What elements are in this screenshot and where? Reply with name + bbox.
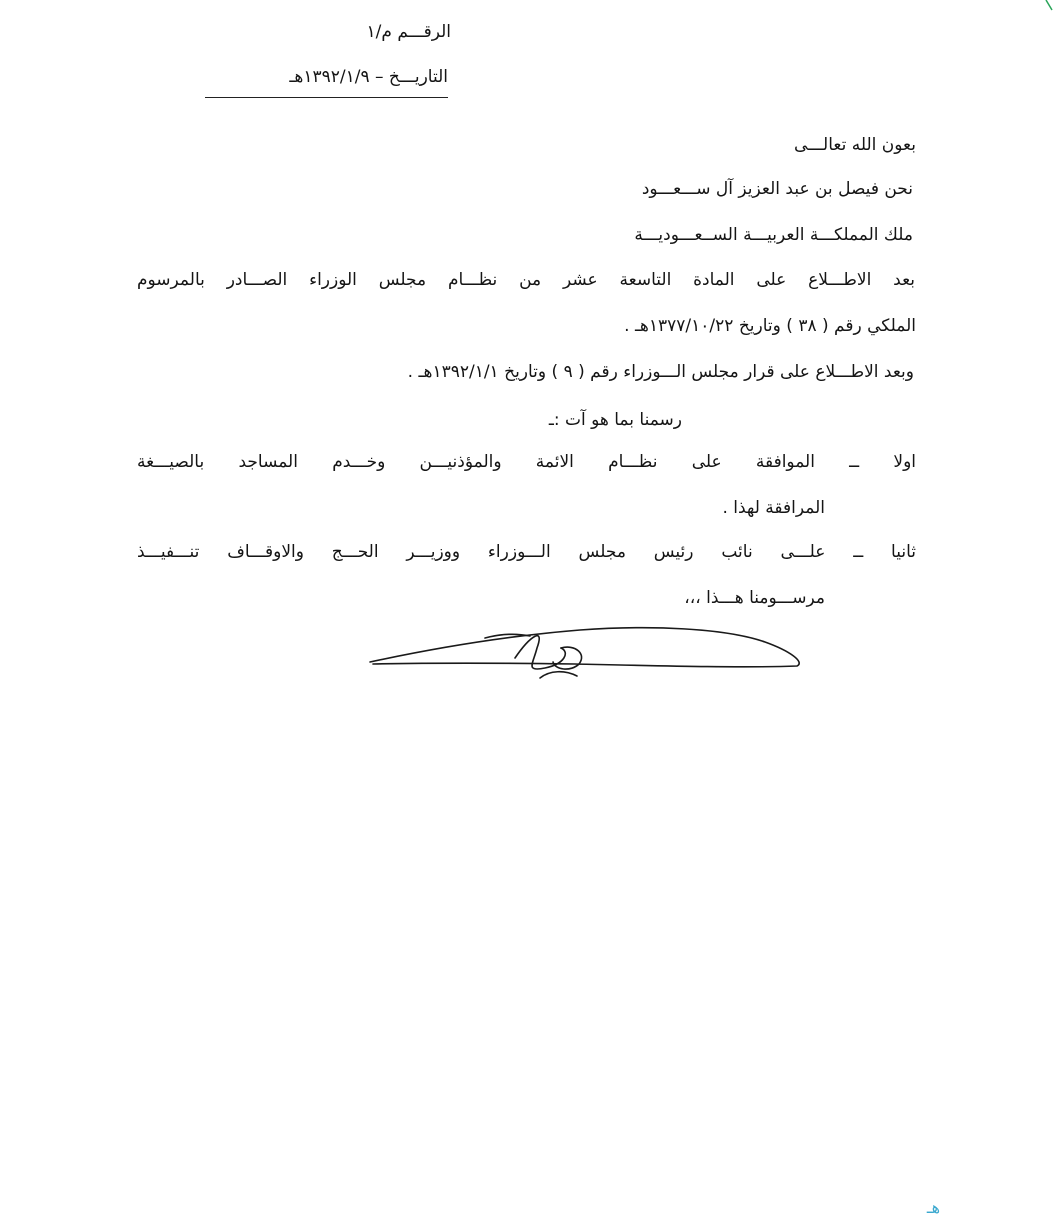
decree-phrase: رسمنا بما هو آت :ـ xyxy=(548,410,682,430)
item-2-line-1: ثانيا ــ علـــى نائب رئيس مجلس الـــوزراء ووزيـــر الحـــج والاوقـــاف تنـــفيـــذ xyxy=(137,542,916,562)
document-date: التاريـــخ – ١٣٩٢/١/٩هـ xyxy=(289,67,448,87)
date-underline xyxy=(205,97,448,98)
reference-number: الرقـــم م/١ xyxy=(366,22,451,42)
handwritten-signature xyxy=(365,618,805,690)
item-2-line-2: مرســـومنا هـــذا ،،، xyxy=(684,588,825,608)
paragraph-2: وبعد الاطـــلاع على قرار مجلس الـــوزراء رقم ( ٩ ) وتاريخ ١٣٩٢/١/١هـ . xyxy=(407,362,914,382)
item-1-line-2: المرافقة لهذا . xyxy=(722,498,825,518)
item-1-line-1: اولا ــ الموافقة على نظـــام الائمة والمؤذنيـــن وخـــدم المساجد بالصيـــغة xyxy=(137,452,916,472)
footer-mark: هـ xyxy=(926,1198,940,1217)
invocation-line: بعون الله تعالـــى xyxy=(793,135,916,155)
corner-mark xyxy=(1044,0,1054,12)
king-title-line: ملك المملكـــة العربيـــة الســعـــوديـــة xyxy=(634,225,913,245)
paragraph-1-line-2: الملكي رقم ( ٣٨ ) وتاريخ ١٣٧٧/١٠/٢٢هـ . xyxy=(624,316,916,336)
king-name-line: نحن فيصل بن عبد العزيز آل ســـعـــود xyxy=(641,179,913,199)
paragraph-1-line-1: بعد الاطـــلاع على المادة التاسعة عشر من نظـــام مجلس الوزراء الصـــادر بالمرسوم xyxy=(137,270,915,290)
